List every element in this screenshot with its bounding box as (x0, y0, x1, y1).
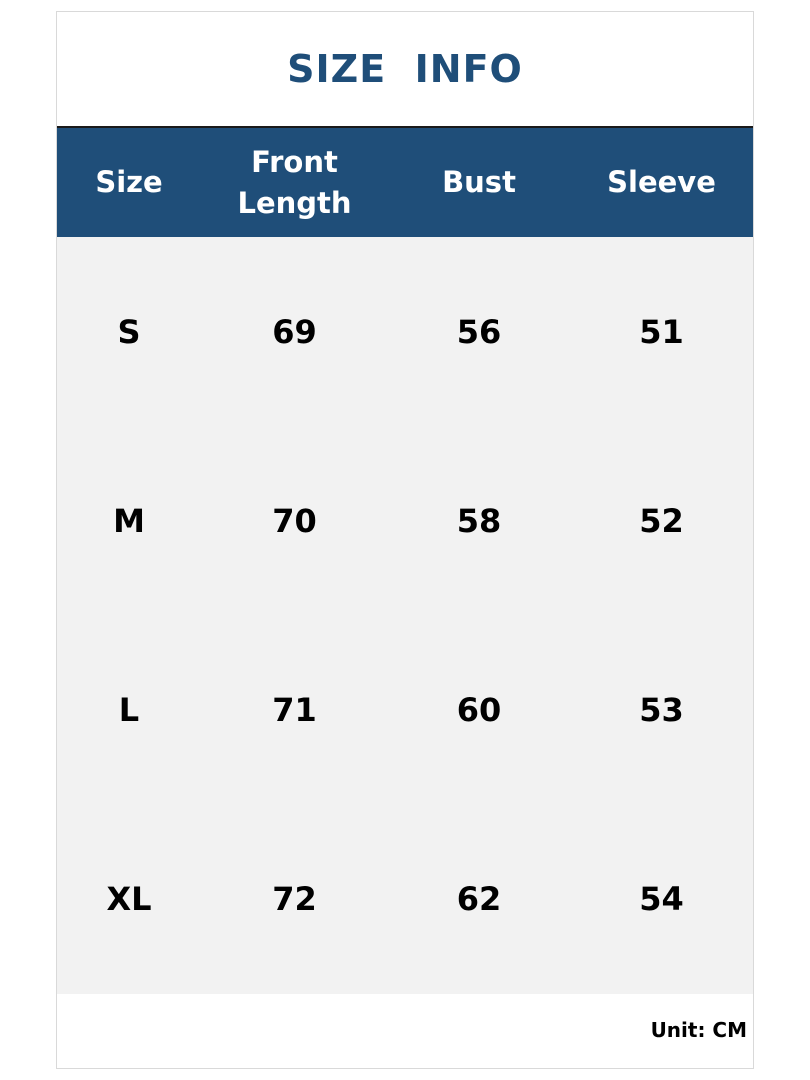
cell-front-length: 69 (272, 312, 317, 351)
table-body (57, 237, 753, 994)
unit-note: Unit: CM (650, 1018, 747, 1042)
cell-sleeve: 51 (639, 312, 684, 351)
header-front-length: Front Length (237, 144, 352, 220)
cell-bust: 62 (456, 880, 502, 919)
cell-size: L (118, 691, 140, 730)
chart-title: SIZE INFO (287, 47, 523, 91)
cell-sleeve: 53 (639, 691, 684, 730)
table-row (57, 426, 753, 615)
size-chart-card (56, 11, 754, 1069)
header-sleeve: Sleeve (607, 165, 716, 199)
header-size: Size (95, 165, 163, 199)
cell-front-length: 71 (272, 691, 317, 730)
table-row (57, 805, 753, 994)
cell-size: XL (106, 880, 152, 919)
cell-front-length: 70 (272, 501, 317, 540)
cell-size: M (113, 501, 145, 540)
header-bust: Bust (442, 165, 516, 199)
size-table (57, 126, 753, 994)
cell-front-length: 72 (272, 880, 317, 919)
cell-size: S (117, 312, 141, 351)
table-row (57, 616, 753, 805)
table-row (57, 237, 753, 426)
cell-sleeve: 54 (639, 880, 684, 919)
table-header-row (57, 128, 753, 237)
cell-bust: 60 (456, 691, 502, 730)
cell-bust: 58 (456, 501, 502, 540)
cell-bust: 56 (456, 312, 502, 351)
cell-sleeve: 52 (639, 501, 684, 540)
